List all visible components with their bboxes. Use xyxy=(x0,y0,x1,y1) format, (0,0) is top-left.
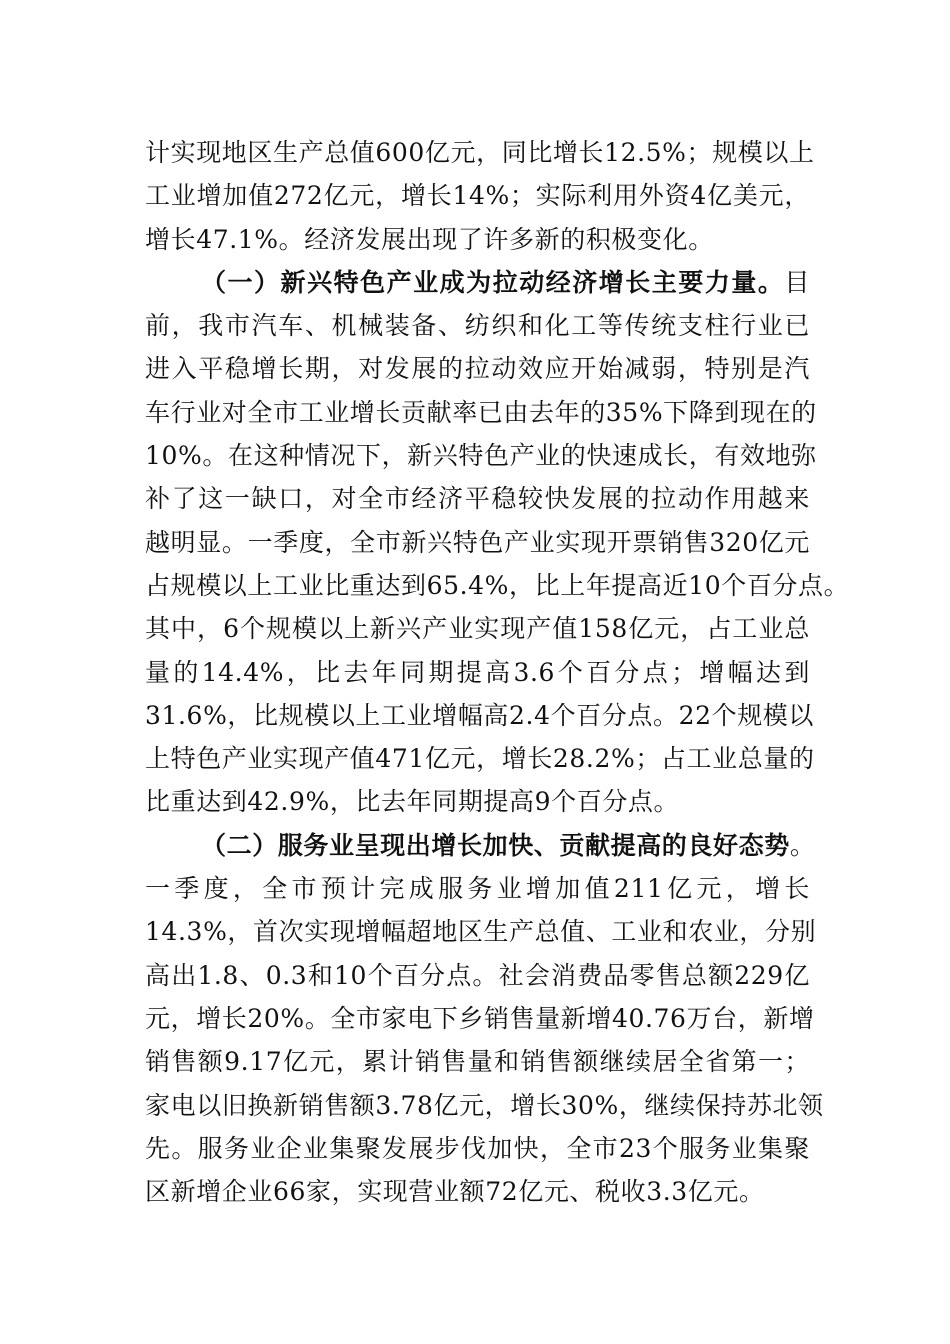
body-text xyxy=(145,131,850,1213)
text-fragment: 。 xyxy=(789,830,816,860)
text-line: 补了这一缺口，对全市经济平稳较快发展的拉动作用越来 xyxy=(145,484,810,514)
text-line: 越明显。一季度，全市新兴特色产业实现开票销售320亿元 xyxy=(145,527,810,557)
section-heading-2: （二）服务业呈现出增长加快、贡献提高的良好态势 xyxy=(201,830,790,860)
text-line: 比重达到42.9%，比去年同期提高9个百分点。 xyxy=(145,787,680,817)
text-line: 增长47.1%。经济发展出现了许多新的积极变化。 xyxy=(145,224,714,254)
text-line: 其中，6个规模以上新兴产业实现产值158亿元，占工业总 xyxy=(145,614,810,644)
text-line: 家电以旧换新销售额3.78亿元，增长30%，继续保持苏北领 xyxy=(145,1090,824,1120)
text-line: 一季度，全市预计完成服务业增加值211亿元，增长 xyxy=(145,874,810,904)
paragraph-heading-line xyxy=(145,261,810,304)
text-line: 进入平稳增长期，对发展的拉动效应开始减弱，特别是汽 xyxy=(145,354,810,384)
text-line: 车行业对全市工业增长贡献率已由去年的35%下降到现在的 xyxy=(145,397,817,427)
section-heading-1: （一）新兴特色产业成为拉动经济增长主要力量。 xyxy=(201,267,785,297)
text-line: 计实现地区生产总值600亿元，同比增长12.5%；规模以上 xyxy=(145,138,815,167)
text-line: 量的14.4%，比去年同期提高3.6个百分点；增幅达到 xyxy=(145,657,810,687)
text-line: 先。服务业企业集聚发展步伐加快，全市23个服务业集聚 xyxy=(145,1133,810,1163)
text-line: 上特色产业实现产值471亿元，增长28.2%；占工业总量的 xyxy=(145,744,815,774)
text-line: 10%。在这种情况下，新兴特色产业的快速成长，有效地弥 xyxy=(145,441,817,471)
text-line: 销售额9.17亿元，累计销售量和销售额继续居全省第一； xyxy=(145,1047,810,1077)
text-line: 工业增加值272亿元，增长14%；实际利用外资4亿美元， xyxy=(145,181,810,211)
text-line: 区新增企业66家，实现营业额72亿元、税收3.3亿元。 xyxy=(145,1177,765,1207)
text-line: 占规模以上工业比重达到65.4%，比上年提高近10个百分点。 xyxy=(145,570,850,600)
text-line: 14.3%，首次实现增幅超地区生产总值、工业和农业，分别 xyxy=(145,917,817,947)
text-line: 31.6%，比规模以上工业增幅高2.4个百分点。22个规模以 xyxy=(145,700,814,730)
text-line: 高出1.8、0.3和10个百分点。社会消费品零售总额229亿 xyxy=(145,960,810,990)
paragraph-heading-line xyxy=(145,824,816,867)
text-line: 元，增长20%。全市家电下乡销售量新增40.76万台，新增 xyxy=(145,1003,815,1033)
text-line: 前，我市汽车、机械装备、纺织和化工等传统支柱行业已 xyxy=(145,311,810,341)
text-fragment: 目 xyxy=(784,267,810,297)
